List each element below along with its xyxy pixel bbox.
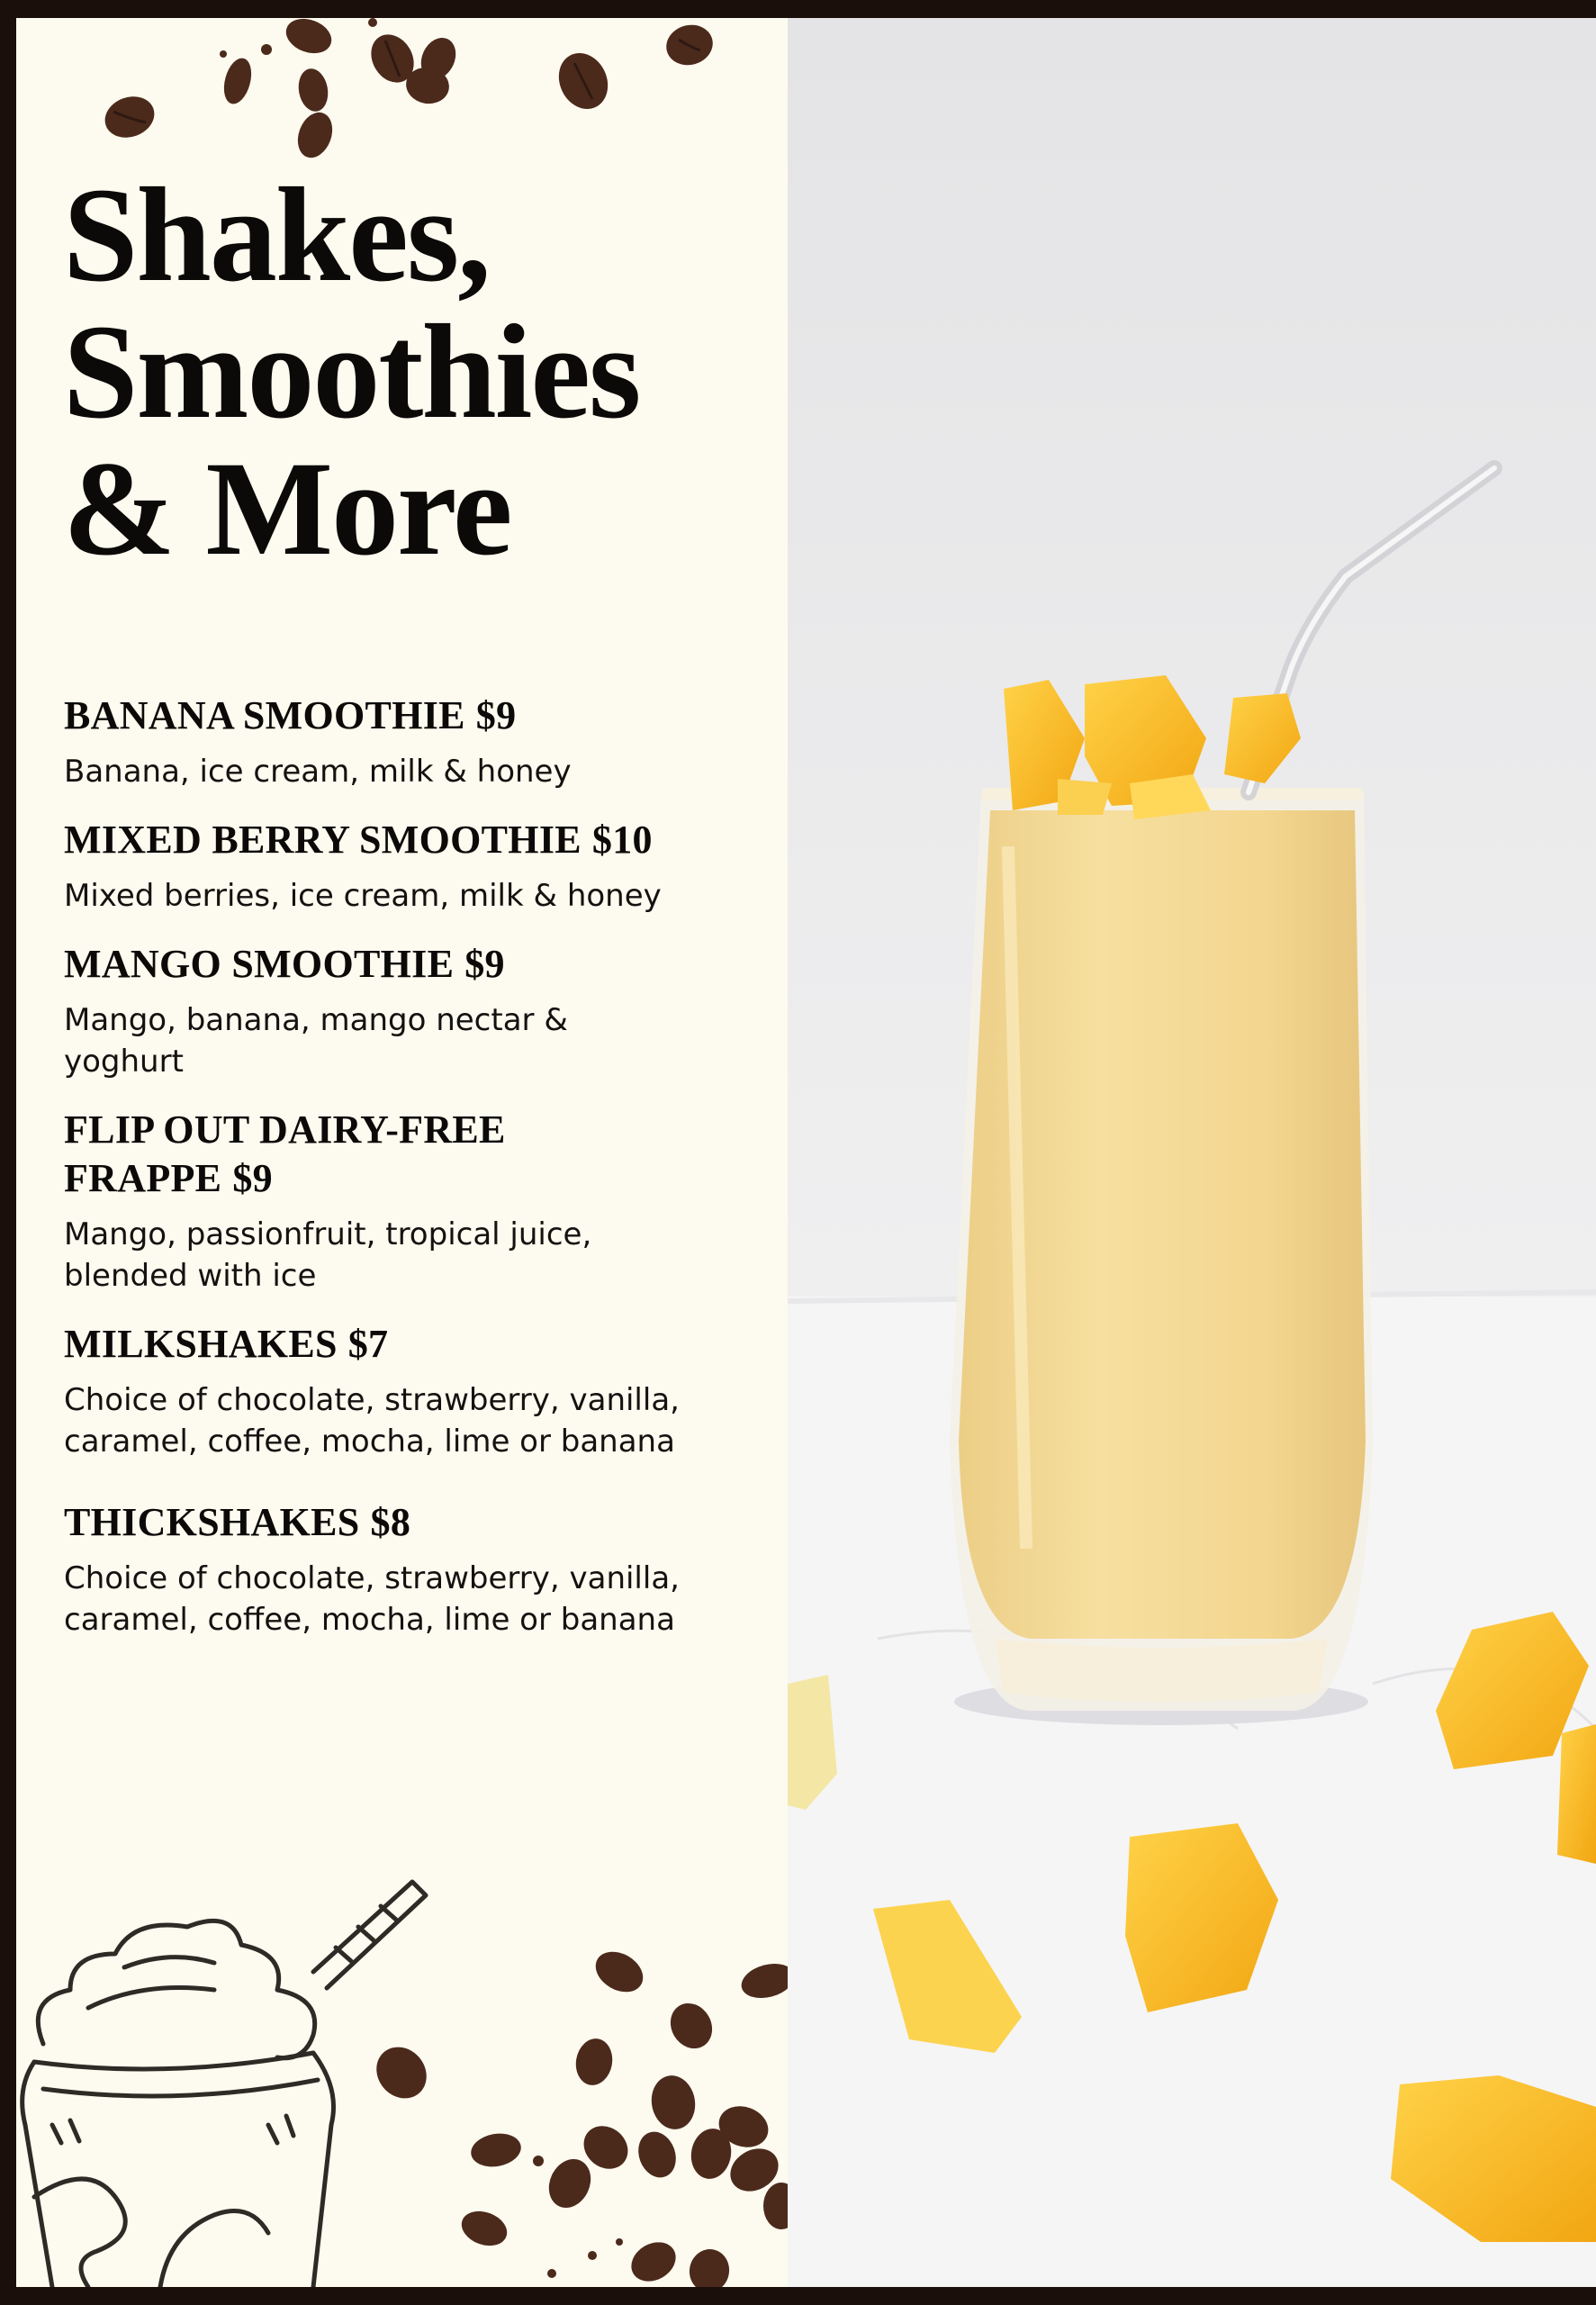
- item-description: Mixed berries, ice cream, milk & honey: [64, 878, 662, 914]
- item-description: Mango, banana, mango nectar & yoghurt: [64, 1002, 568, 1080]
- menu-list: [64, 692, 766, 1641]
- menu-item: [64, 1320, 766, 1462]
- item-description: Mango, passionfruit, tropical juice, blended with ice: [64, 1216, 592, 1294]
- item-description: Banana, ice cream, milk & honey: [64, 754, 572, 790]
- item-price: $9: [464, 942, 505, 986]
- coffee-beans-icon: [358, 1918, 788, 2287]
- item-description: Choice of chocolate, strawberry, vanilla, caramel, coffee, mocha, lime or banana: [64, 1382, 680, 1460]
- menu-frame: [16, 18, 1596, 2287]
- item-price: $9: [475, 693, 517, 737]
- menu-panel: [16, 18, 788, 2287]
- item-price: $9: [232, 1156, 273, 1200]
- coffee-beans-icon: [16, 18, 788, 171]
- menu-title: Shakes, Smoothies & More: [63, 160, 640, 583]
- item-name: MILKSHAKES: [64, 1322, 338, 1366]
- menu-item: [64, 816, 766, 917]
- item-price: $7: [347, 1322, 389, 1366]
- menu-item: [64, 692, 766, 792]
- item-description: Choice of chocolate, strawberry, vanilla, caramel, coffee, mocha, lime or banana: [64, 1560, 680, 1638]
- menu-item: [64, 940, 766, 1082]
- item-name: MIXED BERRY SMOOTHIE: [64, 818, 582, 862]
- item-price: $8: [370, 1500, 411, 1544]
- item-price: $10: [591, 818, 653, 862]
- menu-item: [64, 1106, 766, 1297]
- item-name: THICKSHAKES: [64, 1500, 360, 1544]
- menu-item: [64, 1498, 766, 1641]
- item-name: MANGO SMOOTHIE: [64, 942, 455, 986]
- mango-smoothie-photo: [788, 18, 1596, 2287]
- item-name: BANANA SMOOTHIE: [64, 693, 465, 737]
- item-name: FLIP OUT DAIRY-FREE FRAPPE: [64, 1107, 506, 1200]
